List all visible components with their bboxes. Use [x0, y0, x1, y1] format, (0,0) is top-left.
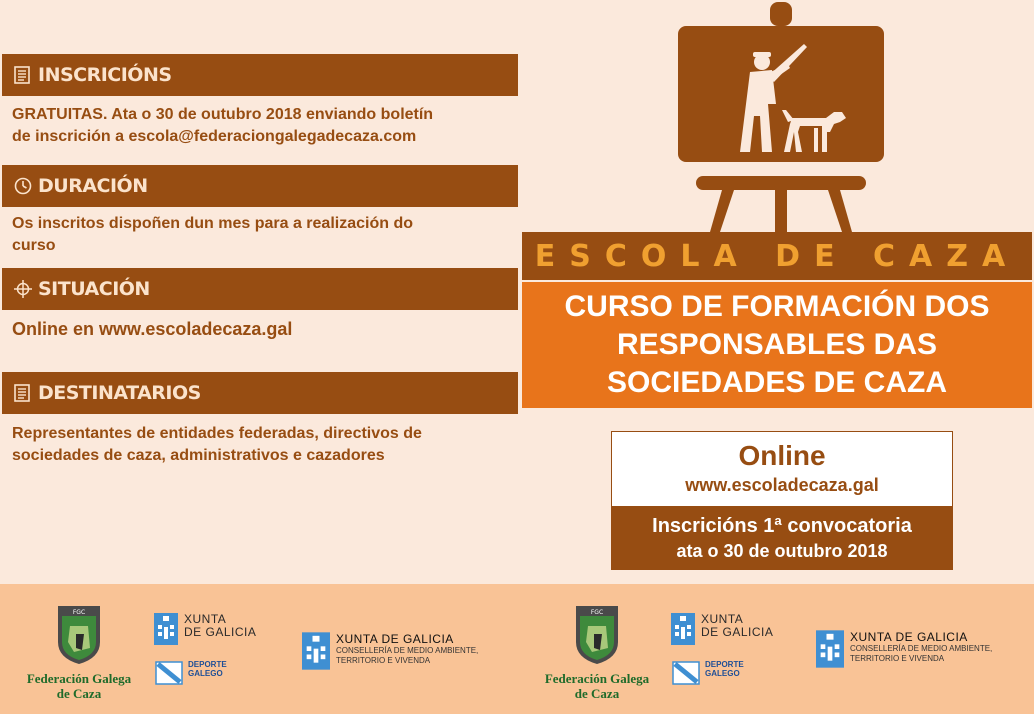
- galicia-coat-of-arms-icon: [154, 613, 178, 645]
- online-title: Online: [738, 440, 826, 471]
- online-header: [612, 432, 952, 506]
- fgc-name: [14, 671, 144, 701]
- conselleria-logo: [302, 632, 478, 670]
- text-line: Representantes de entidades federadas, directivos de: [12, 425, 422, 442]
- text-line: sociedades de caza, administrativos e cazadores: [12, 447, 385, 464]
- section-title: DESTINATARIOS: [38, 382, 201, 404]
- crosshair-icon: [14, 280, 32, 298]
- online-info-box: [611, 431, 953, 570]
- text-line: Os inscritos dispoñen dun mes para a realización do: [12, 215, 413, 232]
- conselleria-text: CONSELLERÍA DE MEDIO AMBIENTE,: [336, 646, 479, 655]
- text-line: Online en www.escoladecaza.gal: [12, 319, 293, 339]
- svg-text:FGC: FGC: [72, 609, 86, 616]
- document-icon: [14, 66, 32, 84]
- inscription-call: Inscricións 1ª convocatoria: [652, 514, 912, 537]
- section-title: INSCRICIÓNS: [38, 64, 172, 86]
- fgc-shield-icon: [14, 604, 144, 666]
- section-text-duracion: [12, 213, 512, 257]
- fgc-logo: [532, 604, 662, 701]
- deporte-text: DEPORTE: [705, 660, 744, 669]
- text-line: de inscrición a escola@federaciongalegadecaza.com: [12, 128, 417, 145]
- conselleria-logo: [816, 630, 992, 668]
- galicia-coat-of-arms-icon: [302, 632, 330, 670]
- fgc-name-line: de Caza: [56, 686, 102, 701]
- section-text-destinatarios: [12, 423, 512, 467]
- deporte-galego-icon: [671, 660, 701, 686]
- fgc-name-line: Federación Galega: [544, 671, 650, 686]
- document-icon: [14, 384, 32, 402]
- svg-text:FGC: FGC: [590, 609, 604, 616]
- brand-band: [522, 232, 1032, 280]
- fgc-name-line: de Caza: [574, 686, 620, 701]
- inscription-deadline: ata o 30 de outubro 2018: [676, 540, 888, 561]
- xunta-text: XUNTA: [701, 612, 744, 626]
- conselleria-text: TERRITORIO E VIVENDA: [850, 654, 945, 663]
- text-line: GRATUITAS. Ata o 30 de outubro 2018 enviando boletín: [12, 106, 434, 123]
- section-title: DURACIÓN: [38, 175, 148, 197]
- section-header-inscricions: [2, 54, 518, 96]
- brand-name: ESCOLA DE CAZA: [534, 238, 1020, 274]
- deporte-text: GALEGO: [188, 669, 223, 678]
- fgc-shield-icon: [532, 604, 662, 666]
- fgc-logo: [14, 604, 144, 701]
- section-header-destinatarios: [2, 372, 518, 414]
- escola-de-caza-logo: [676, 0, 886, 232]
- xunta-text: DE GALICIA: [701, 625, 774, 639]
- section-title: SITUACIÓN: [38, 278, 150, 300]
- section-header-duracion: [2, 165, 518, 207]
- course-title-line: CURSO DE FORMACIÓN DOS: [564, 290, 990, 323]
- deporte-text: GALEGO: [705, 669, 740, 678]
- website-link[interactable]: www.escoladecaza.gal: [685, 475, 879, 495]
- course-title-line: SOCIEDADES DE CAZA: [606, 366, 948, 399]
- galicia-coat-of-arms-icon: [671, 613, 695, 645]
- fgc-name-line: Federación Galega: [26, 671, 132, 686]
- hunter-easel-icon: [676, 0, 886, 232]
- clock-icon: [14, 177, 32, 195]
- conselleria-title: XUNTA DE GALICIA: [850, 630, 968, 644]
- conselleria-title: XUNTA DE GALICIA: [336, 632, 454, 646]
- deporte-text: DEPORTE: [188, 660, 227, 669]
- section-header-situacion: [2, 268, 518, 310]
- conselleria-text: TERRITORIO E VIVENDA: [336, 656, 431, 665]
- text-line: curso: [12, 237, 56, 254]
- xunta-logo: [671, 613, 773, 645]
- course-title: [522, 282, 1032, 408]
- xunta-logo: [154, 613, 256, 645]
- deporte-galego-icon: [154, 660, 184, 686]
- section-text-situacion: [12, 318, 512, 340]
- deporte-galego-logo: [154, 660, 227, 686]
- deporte-galego-logo: [671, 660, 744, 686]
- conselleria-text: CONSELLERÍA DE MEDIO AMBIENTE,: [850, 644, 993, 653]
- xunta-text: XUNTA: [184, 612, 227, 626]
- fgc-name: [532, 671, 662, 701]
- course-title-line: RESPONSABLES DAS: [616, 328, 938, 361]
- xunta-text: DE GALICIA: [184, 625, 257, 639]
- galicia-coat-of-arms-icon: [816, 630, 844, 668]
- sponsor-footer: [0, 584, 1034, 714]
- section-text-inscricions: [12, 104, 512, 148]
- inscription-info: [612, 506, 952, 569]
